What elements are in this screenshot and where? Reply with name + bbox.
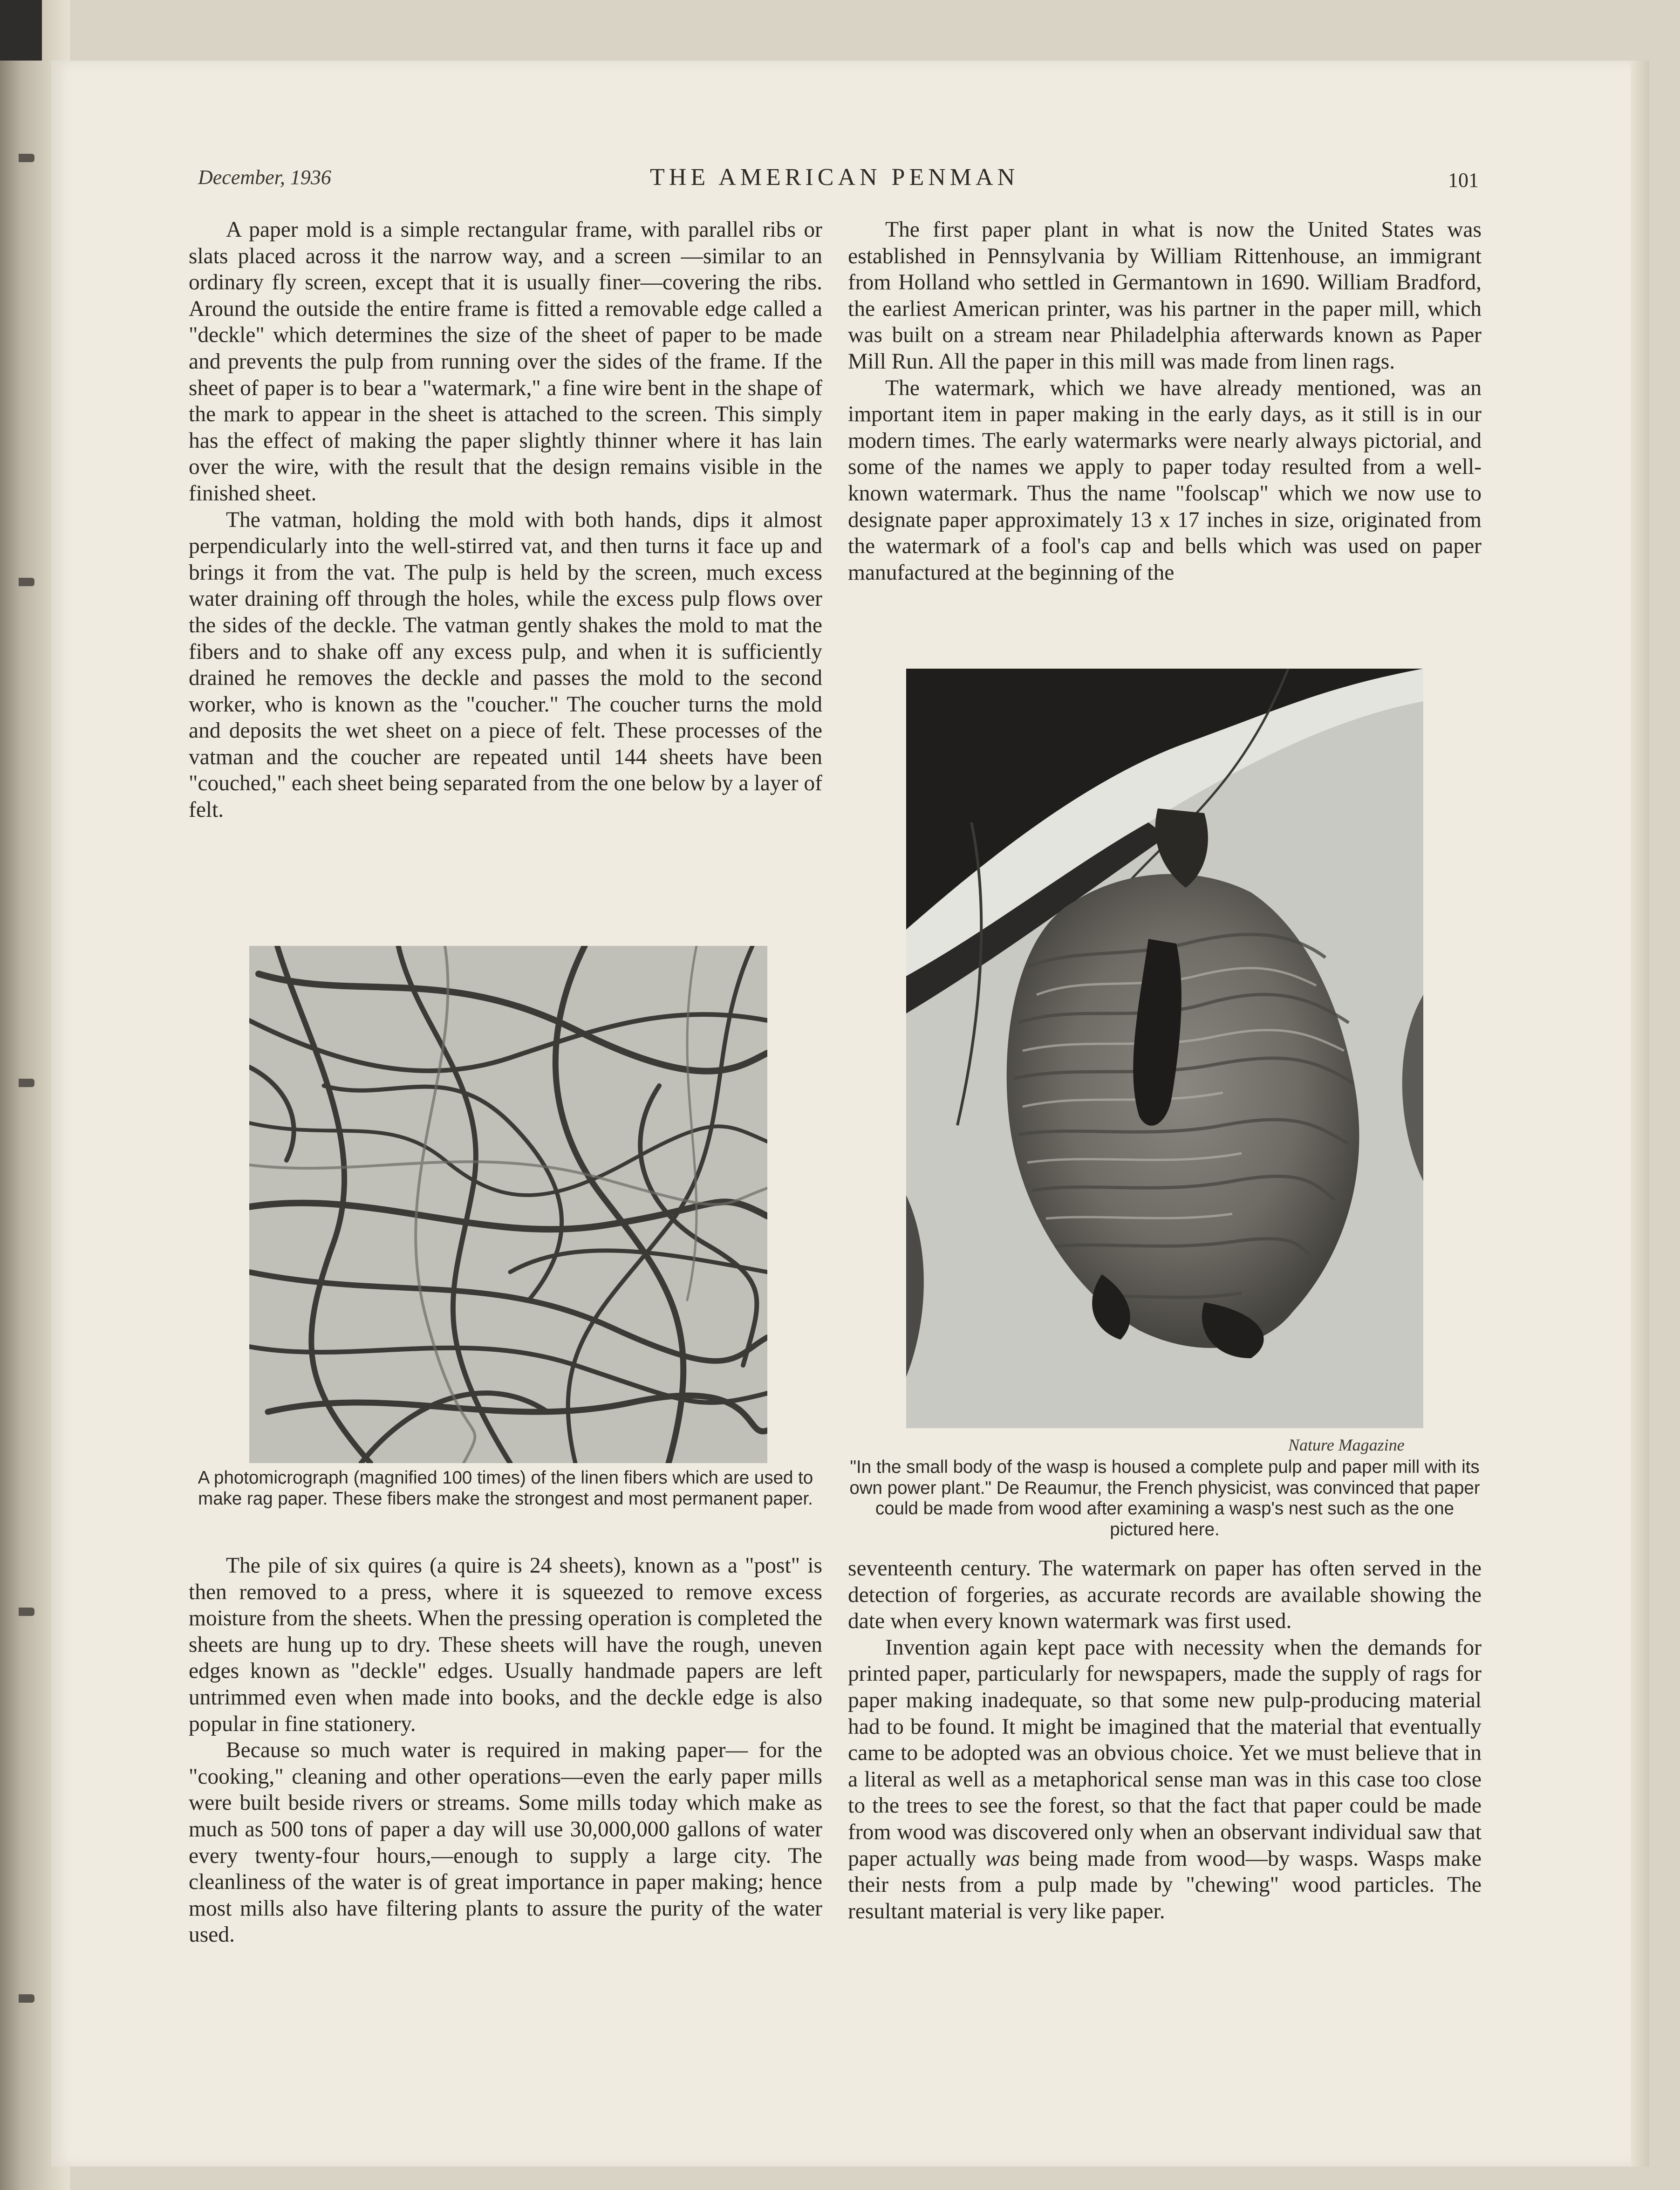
photo-credit: Nature Magazine	[1288, 1436, 1405, 1454]
right-column-bottom	[848, 1555, 1482, 1924]
wasp-nest-photo	[906, 669, 1423, 1428]
right-column-top	[848, 217, 1482, 586]
binding-tab	[19, 1994, 34, 2003]
paragraph-text: Invention again kept pace with necessity when the demands for printed paper, particularly for newspapers, made the supply of rags for paper making inadequate, so that some new pulp-producing material had to be found. It might be imagined that the material that eventually came to be adopted was an obvious choice. Yet we must believe that in a literal as well as a metaphorical sense man was in this case too close to the trees to see the forest, so that the fact that paper could be made from wood was discovered only when an observant individual saw that paper actually	[848, 1635, 1482, 1871]
binding-tab	[19, 1608, 34, 1616]
issue-date: December, 1936	[198, 166, 331, 189]
wasp-nest-image	[906, 669, 1423, 1428]
fibers-figure-caption: A photomicrograph (magnified 100 times) of the linen fibers which are used to make rag paper. These fibers make the strongest and most permanent paper.	[198, 1468, 813, 1509]
wasp-figure-caption: "In the small body of the wasp is housed a complete pulp and paper mill with its own power plant." De Reaumur, the French physicist, was convinced that paper could be made from wood after examining a wasp's nest such as the one pictured here.	[849, 1457, 1480, 1540]
paragraph: The pile of six quires (a quire is 24 sheets), known as a "post" is then removed to a press, where it is squeezed to remove excess moisture from the sheets. When the pressing operation is completed the sheets are hung up to dry. These sheets will have the rough, uneven edges known as "deckle" edges. Usually handmade papers are left untrimmed even when made into books, and the deckle edge is also popular in fine stationery.	[189, 1554, 822, 1736]
left-column-top	[189, 217, 822, 823]
paragraph: seventeenth century. The watermark on paper has often served in the detection of forgeries, as accurate records are available showing the date when every known watermark was first used.	[848, 1556, 1482, 1634]
binding-tab	[19, 154, 34, 162]
fibers-image	[249, 946, 767, 1463]
paragraph: A paper mold is a simple rectangular frame, with parallel ribs or slats placed across it the narrow way, and a screen —similar to an ordinary fly screen, except that it is usually finer—covering the ribs. Around the outside the entire frame is fitted a removable edge called a "deckle" which determines the size of the sheet of paper to be made and prevents the pulp from running over the sides of the frame. If the sheet of paper is to bear a "watermark," a fine wire bent in the shape of the mark to appear in the sheet is attached to the screen. This simply has the effect of making the paper slightly thinner where it has lain over the wire, with the result that the design remains visible in the finished sheet.	[189, 218, 822, 506]
paragraph	[848, 1635, 1482, 1925]
paragraph-text: being made from wood—by wasps. Wasps make their nests from a pulp made by "chewing" wood particles. The resultant material is very like paper.	[848, 1846, 1482, 1923]
paragraph: The watermark, which we have already mentioned, was an important item in paper making in the early days, as it still is in our modern times. The early watermarks were nearly always pictorial, and some of the names we apply to paper today resulted from a well-known watermark. Thus the name "foolscap" which we now use to designate paper approximately 13 x 17 inches in size, originated from the watermark of a fool's cap and bells which was used on paper manufactured at the beginning of the	[848, 376, 1482, 585]
page-edge	[1631, 61, 1649, 2167]
journal-title: THE AMERICAN PENMAN	[650, 164, 1019, 191]
binding-edge	[0, 0, 42, 61]
binding-tab	[19, 1079, 34, 1087]
binding-tab	[19, 578, 34, 586]
page-number: 101	[1448, 169, 1479, 192]
emphasis: was	[985, 1846, 1020, 1871]
paragraph: The vatman, holding the mold with both hands, dips it almost perpendicularly into the well-stirred vat, and then turns it face up and brings it from the vat. The pulp is held by the screen, much excess water draining off through the holes, while the excess pulp flows over the sides of the deckle. The vatman gently shakes the mold to mat the fibers and to shake off any excess pulp, and when it is sufficiently drained he removes the deckle and passes the mold to the second worker, who is known as the "coucher." The coucher turns the mold and deposits the wet sheet on a piece of felt. These processes of the vatman and the coucher are repeated until 144 sheets have been "couched," each sheet being separated from the one below by a layer of felt.	[189, 507, 822, 822]
paragraph: The first paper plant in what is now the United States was established in Pennsylvania by William Rittenhouse, an immigrant from Holland who settled in Germantown in 1690. William Bradford, the earliest American printer, was his partner in the paper mill, which was built on a stream near Philadelphia afterwards known as Paper Mill Run. All the paper in this mill was made from linen rags.	[848, 218, 1482, 374]
left-column-bottom	[189, 1553, 822, 1948]
paragraph: Because so much water is required in making paper— for the "cooking," cleaning and other operations—even the early paper mills were built beside rivers or streams. Some mills today which make as much as 500 tons of paper a day will use 30,000,000 gallons of water every twenty-four hours,—enough to supply a large city. The cleanliness of the water is of great importance in paper making; hence most mills also have filtering plants to assure the purity of the water used.	[189, 1738, 822, 1947]
linen-fibers-photomicrograph	[249, 946, 767, 1463]
running-header	[0, 165, 1680, 203]
